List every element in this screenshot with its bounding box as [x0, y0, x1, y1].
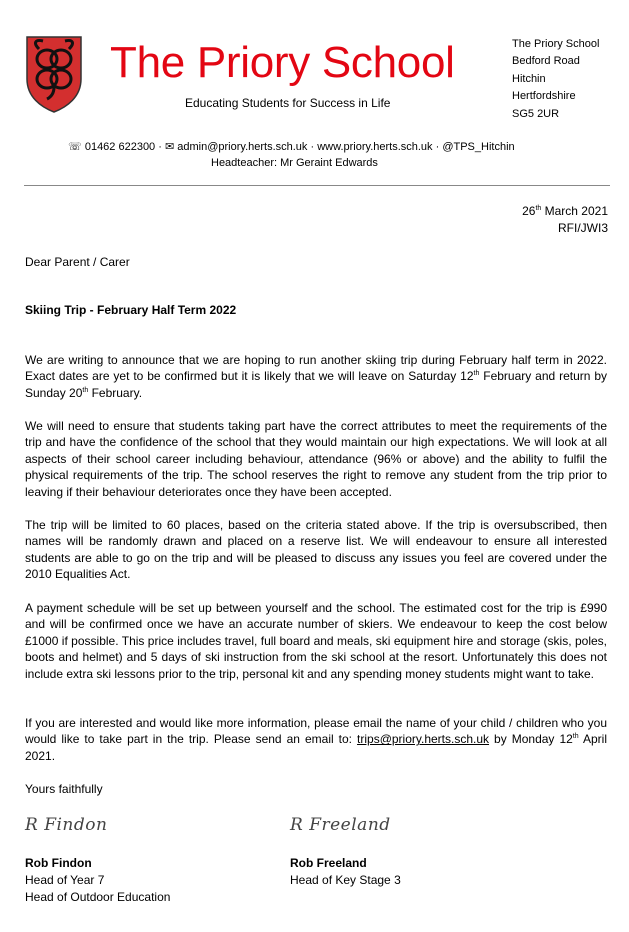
- signature-findon: R Findon: [25, 815, 108, 835]
- closing: Yours faithfully: [25, 782, 103, 796]
- school-tagline: Educating Students for Success in Life: [185, 96, 391, 110]
- paragraph-dates: [25, 352, 607, 401]
- text: If you are interested and would like more information, please email the name of your child / children who you would like to take part in the trip. Please send an email to:: [25, 716, 607, 747]
- text: February.: [88, 385, 143, 400]
- address-line: The Priory School: [512, 38, 600, 50]
- separator: ·: [307, 141, 318, 153]
- contact-line: [68, 140, 515, 153]
- phone-number: 01462 622300: [84, 141, 156, 153]
- signatory-role: Head of Outdoor Education: [25, 890, 171, 904]
- signatory-role: Head of Year 7: [25, 873, 105, 887]
- ordinal-suffix: th: [82, 386, 89, 394]
- salutation: Dear Parent / Carer: [25, 255, 130, 269]
- address-line: Hitchin: [512, 72, 546, 85]
- text: February and return by Sunday 20: [25, 369, 607, 400]
- paragraph-places: The trip will be limited to 60 places, based on the criteria stated above. If the trip is oversubscribed, then names will be randomly drawn and placed on a reserve list. We will endeavour to ensure all interested students are able to go on the trip and will be pleased to discuss any issues you feel are covered under the 2010 Equalities Act.: [25, 518, 607, 582]
- signatory-role: Head of Key Stage 3: [290, 873, 401, 887]
- signature-freeland: R Freeland: [290, 815, 391, 835]
- header-divider: [24, 185, 610, 186]
- headteacher-line: Headteacher: Mr Geraint Edwards: [211, 157, 378, 169]
- signatory-name: Rob Freeland: [290, 856, 367, 870]
- twitter-handle[interactable]: @TPS_Hitchin: [442, 141, 515, 153]
- letter-date: [522, 204, 608, 218]
- signatory-findon: [25, 855, 170, 906]
- text: by Monday 12: [489, 732, 573, 747]
- date-month-year: March 2021: [541, 204, 608, 218]
- phone-icon: ☏: [68, 141, 82, 153]
- address-line: Hertfordshire: [512, 90, 576, 103]
- letter-subject: Skiing Trip - February Half Term 2022: [25, 303, 237, 317]
- date-day: 26: [522, 204, 536, 218]
- paragraph-payment: A payment schedule will be set up between yourself and the school. The estimated cost for the trip is £990 and will be confirmed once we have an accurate number of skiers. We endeavour to keep the cost below £1000 if possible. This price includes travel, full board and meals, ski equipment hire and storage (skis, poles, boots and helmet) and 5 days of ski instruction from the ski school at the resort. Unfortunately this does not include extra ski lessons prior to the trip, personal kit and any spending money students might want to take.: [25, 601, 607, 681]
- school-name: The Priory School: [110, 38, 455, 87]
- letter-reference: RFI/JWI3: [558, 221, 608, 235]
- text: April 2021.: [25, 732, 607, 763]
- separator: ·: [155, 141, 165, 153]
- school-crest-logo: [25, 35, 83, 113]
- separator: ·: [432, 141, 443, 153]
- text: We are writing to announce that we are hoping to run another skiing trip during February half term in 2022. Exact dates are yet to be confirmed but it is likely that we will leave on Saturday 12: [25, 353, 607, 384]
- address-line: SG5 2UR: [512, 107, 560, 120]
- paragraph-requirements: We will need to ensure that students taking part have the correct attributes to meet the requirements of the trip and have the confidence of the school that they would maintain our high expectations. We will look at all aspects of their school career including behaviour, attendance (96% or above) and the ability to fulfil the physical requirements of the trip. The school reserves the right to remove any student from the trip prior to leaving if their behaviour deteriorates once they have been accepted.: [25, 419, 607, 499]
- email-icon: ✉: [164, 141, 175, 153]
- school-website[interactable]: www.priory.herts.sch.uk: [317, 141, 433, 153]
- signatory-freeland: [290, 855, 401, 889]
- school-email[interactable]: admin@priory.herts.sch.uk: [177, 141, 308, 153]
- trips-email-link[interactable]: trips@priory.herts.sch.uk: [357, 732, 490, 747]
- ordinal-suffix: th: [473, 370, 480, 378]
- address-line: Bedford Road: [512, 55, 580, 68]
- date-suffix: th: [535, 205, 542, 212]
- school-address: [512, 36, 599, 123]
- signatory-name: Rob Findon: [25, 856, 92, 870]
- ordinal-suffix: th: [572, 733, 579, 741]
- paragraph-contact: [25, 715, 607, 764]
